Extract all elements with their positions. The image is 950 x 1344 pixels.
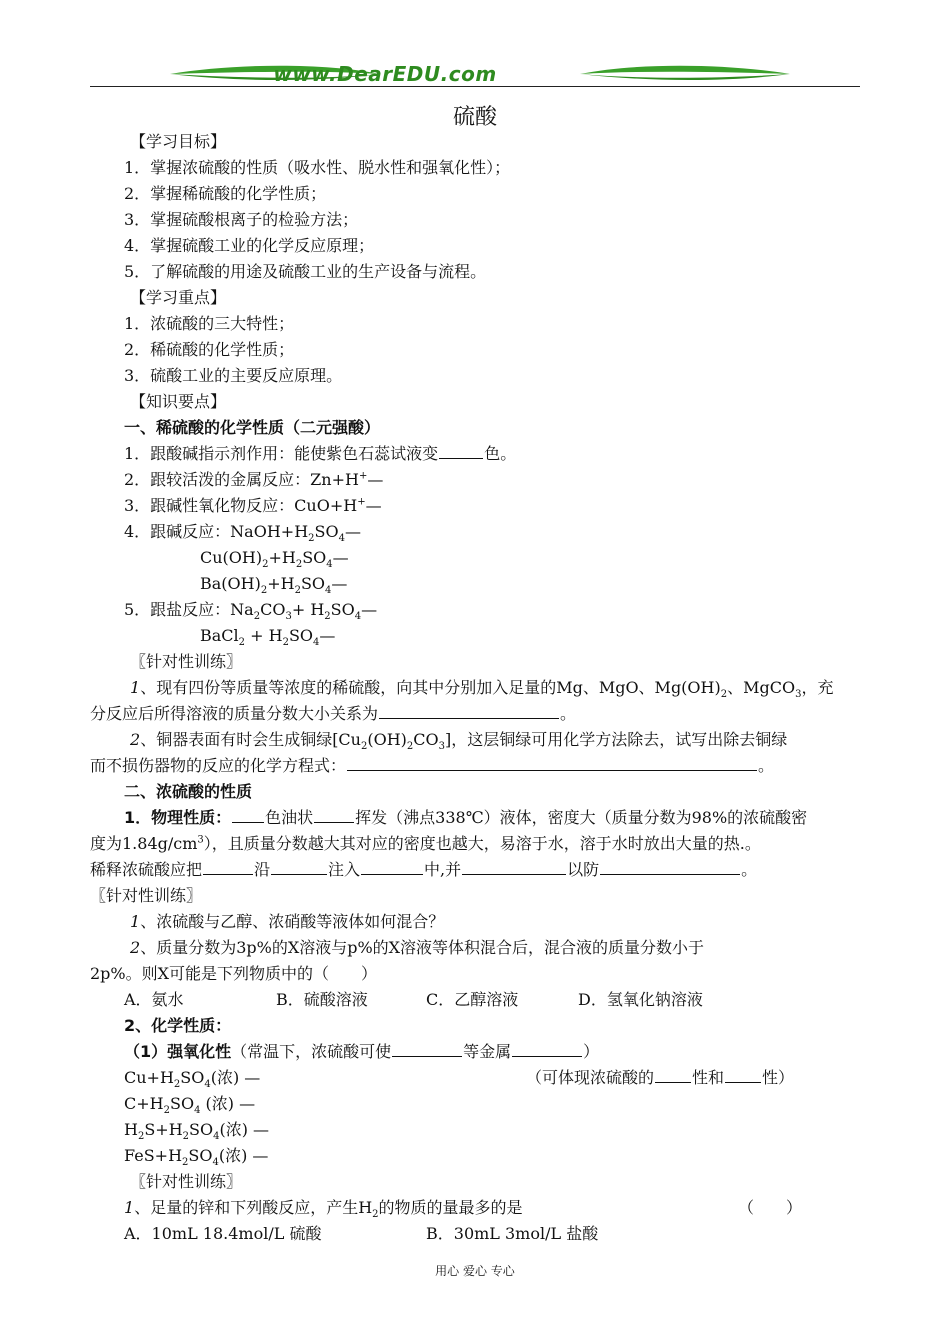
training2-q1 (130, 912, 444, 932)
question-text: 的物质的量最多的是 (378, 1198, 523, 1217)
p1-item2 (124, 470, 383, 490)
p1-item1-tail: 色。 (484, 444, 517, 463)
text: （常温下，浓硫酸可使 (231, 1042, 392, 1061)
formula-part: (浓) — (219, 1120, 270, 1139)
subscript: 2 (173, 1079, 181, 1091)
oxidation-line (124, 1042, 599, 1062)
physical-properties-line1 (124, 808, 807, 828)
training3-q1 (124, 1198, 523, 1221)
formula-part: SO (288, 626, 314, 645)
formula-part: SO (169, 1094, 195, 1113)
fill-blank[interactable] (655, 1068, 691, 1083)
training-q2-line2: 而不损伤器物的反应的化学方程式： 。 (90, 756, 775, 775)
plus: + (267, 574, 281, 593)
text: ） (583, 1042, 600, 1061)
subscript: 4 (194, 1105, 201, 1117)
reaction-fes (124, 1146, 269, 1169)
subscript: 2 (360, 741, 368, 753)
formula-part: SO (180, 1068, 205, 1087)
reaction-c (124, 1094, 256, 1117)
p1-item5-text: 5．跟盐反应：Na (124, 600, 254, 619)
training2-q2-line2: 2p%。则X可能是下列物质中的（ ） (90, 964, 378, 983)
subscript: 4 (213, 1131, 220, 1143)
option-c[interactable]: C．乙醇溶液 (426, 990, 519, 1009)
goal-item: 5．了解硫酸的用途及硫酸工业的生产设备与流程。 (124, 262, 487, 281)
formula-part: H (124, 1120, 138, 1139)
dash: — (332, 548, 349, 567)
subscript: 3 (285, 611, 292, 623)
subscript: 4 (338, 533, 345, 545)
dash: — (361, 600, 378, 619)
header-divider (90, 86, 860, 87)
training-heading: 〖针对性训练〗 (130, 1172, 243, 1191)
page-footer: 用心 爱心 专心 (435, 1264, 515, 1278)
question-text: 、浓硫酸与乙醇、浓硝酸等液体如何混合？ (140, 912, 445, 931)
formula-part: SO (300, 574, 326, 593)
reaction-h2s (124, 1120, 270, 1143)
subscript: 4 (354, 611, 362, 623)
p1-item5: 5．跟盐反应：$Na_2CO_3+$ $H_2SO_4—$ (124, 600, 378, 623)
fill-blank[interactable] (512, 1042, 582, 1057)
text: 等金属 (463, 1042, 512, 1061)
part2-heading: 二、浓硫酸的性质 (124, 782, 253, 801)
goal-item: 3．掌握硫酸根离子的检验方法； (124, 210, 359, 229)
fill-blank[interactable] (314, 808, 354, 823)
p1-item1-text: 1．跟酸碱指示剂作用：能使紫色石蕊试液变 (124, 444, 439, 463)
formula-part: SO (189, 1120, 214, 1139)
fill-blank[interactable] (725, 1068, 761, 1083)
goals-heading: 【学习目标】 (130, 132, 227, 151)
question-text: ，充 (801, 678, 834, 697)
text: 以防 (567, 860, 600, 879)
formula-part: H (280, 574, 295, 593)
option-b[interactable]: B．硫酸溶液 (276, 990, 368, 1009)
formula-part: Cu(OH) (200, 548, 263, 567)
fill-blank[interactable] (361, 860, 423, 875)
answer-blank[interactable] (347, 756, 757, 771)
option-b[interactable]: B．30mL 3mol/L 盐酸 (426, 1224, 599, 1243)
formula-part: Cu+H (124, 1068, 174, 1087)
option-d[interactable]: D．氢氧化钠溶液 (578, 990, 703, 1009)
subscript: 4 (325, 585, 332, 597)
question-number: 2 (130, 938, 141, 957)
formula-part: S+H (144, 1120, 183, 1139)
text: 色油状 (265, 808, 314, 827)
subscript: 4 (313, 637, 320, 649)
formula-part: (浓) — (200, 1094, 256, 1113)
fill-blank[interactable] (232, 808, 264, 823)
fill-blank[interactable] (392, 1042, 462, 1057)
p1-item4b (200, 548, 349, 571)
training-heading: 〖针对性训练〗 (130, 652, 243, 671)
question-number: 2 (130, 730, 141, 749)
text: 性和 (692, 1068, 725, 1087)
fill-blank[interactable] (271, 860, 327, 875)
dash: — (367, 470, 384, 489)
p1-item5b: BaCl$_2$ + $H_2SO_4—$ (200, 626, 336, 649)
question-text: (OH) (367, 730, 407, 749)
p1-item3 (124, 496, 382, 516)
fill-blank[interactable] (203, 860, 253, 875)
subscript: 2 (137, 1131, 145, 1143)
focus-item: 1．浓硫酸的三大特性； (124, 314, 295, 333)
p1-item4-text: 4．跟碱反应：NaOH+H (124, 522, 309, 541)
physical-properties-line2 (90, 834, 761, 854)
text: 稀释浓硫酸应把 (90, 860, 203, 879)
training-heading: 〖针对性训练〗 (90, 886, 203, 905)
subscript: 2 (238, 637, 246, 649)
question-text: ]，这层铜绿可用化学方法除去，试写出除去铜绿 (445, 730, 788, 749)
superscript: 3 (197, 834, 204, 846)
page-title: 硫酸 (452, 105, 497, 130)
dash: — (331, 574, 348, 593)
subscript: 2 (720, 689, 728, 701)
physical-properties-line3: 稀释浓硫酸应把 沿 注入 中,并 以防 。 (90, 860, 758, 879)
training2-q2-line1 (130, 938, 704, 958)
reaction-cu-note (526, 1068, 794, 1088)
question-text: 、铜器表面有时会生成铜绿[Cu (140, 730, 361, 749)
reaction-cu (124, 1068, 261, 1091)
question-number: 1 (130, 912, 141, 931)
question-text: 、质量分数为3p%的X溶液与p%的X溶液等体积混合后，混合液的质量分数小于 (140, 938, 705, 957)
fill-blank[interactable] (462, 860, 566, 875)
option-a[interactable]: A．氨水 (124, 990, 184, 1009)
subscript: 2 (260, 585, 268, 597)
answer-bracket[interactable]: （ ） (738, 1198, 803, 1217)
formula-part: (浓) — (218, 1146, 269, 1165)
question-text: 而不损伤器物的反应的化学方程式： (90, 756, 347, 775)
focus-item: 2．稀硫酸的化学性质； (124, 340, 295, 359)
subscript: 2 (324, 611, 331, 623)
p1-item2-text: 2．跟较活泼的金属反应：Zn+H (124, 470, 359, 489)
dash: — (344, 522, 361, 541)
dash: — (365, 496, 382, 515)
formula-part: H (281, 548, 296, 567)
formula-part: SO (330, 600, 355, 619)
training-q2-line1 (130, 730, 788, 753)
text: 中,并 (424, 860, 462, 879)
subscript: 2 (182, 1131, 190, 1143)
subscript: 4 (204, 1079, 211, 1091)
formula-part: SO (302, 548, 327, 567)
goal-item: 1．掌握浓硫酸的性质（吸水性、脱水性和强氧化性）； (124, 158, 511, 177)
fill-blank[interactable] (600, 860, 740, 875)
text: ），且质量分数越大其对应的密度也越大，易溶于水，溶于水时放出大量的热.。 (203, 834, 761, 853)
training-q1-line1 (130, 678, 834, 701)
goal-item: 2．掌握稀硫酸的化学性质； (124, 184, 327, 203)
question-number: 1 (130, 678, 141, 697)
focus-heading: 【学习重点】 (130, 288, 227, 307)
p1-item1 (124, 444, 516, 464)
formula-part: Ba(OH) (200, 574, 261, 593)
focus-item: 3．硫酸工业的主要反应原理。 (124, 366, 343, 385)
p1-item3-text: 3．跟碱性氧化物反应：CuO+H (124, 496, 358, 515)
question-text: CO (413, 730, 439, 749)
formula-part: SO (314, 522, 339, 541)
subscript: 2 (308, 533, 315, 545)
question-text: 分反应后所得溶液的质量分数大小关系为 (90, 704, 379, 723)
subscript: 2 (406, 741, 414, 753)
subscript: 2 (253, 611, 261, 623)
physical-properties-label: 1．物理性质： (124, 808, 232, 827)
formula-part: SO (188, 1146, 213, 1165)
formula-part: H (310, 600, 325, 619)
superscript: + (357, 496, 366, 508)
oxidation-label: （1）强氧化性 (124, 1042, 232, 1061)
question-number: 1 (124, 1198, 135, 1217)
answer-blank[interactable] (379, 704, 559, 719)
subscript: 2 (262, 559, 269, 571)
text: （可体现浓硫酸的 (526, 1068, 655, 1087)
subscript: 4 (212, 1157, 219, 1169)
formula-part: H (268, 626, 283, 645)
formula-part: FeS+H (124, 1146, 183, 1165)
subscript: 3 (795, 689, 802, 701)
plus: + (268, 548, 282, 567)
goal-item: 4．掌握硫酸工业的化学反应原理； (124, 236, 375, 255)
p1-item4c (200, 574, 348, 597)
subscript: 2 (163, 1105, 170, 1117)
subscript: 2 (182, 1157, 189, 1169)
training-q1-line2: 分反应后所得溶液的质量分数大小关系为 。 (90, 704, 577, 723)
option-a[interactable]: A．10mL 18.4mol/L 硫酸 (124, 1224, 322, 1243)
text: 性） (762, 1068, 795, 1087)
formula-part: (浓) — (210, 1068, 261, 1087)
subscript: 2 (294, 585, 301, 597)
knowledge-heading: 【知识要点】 (130, 392, 227, 411)
dash: — (319, 626, 336, 645)
subscript: 2 (372, 1209, 379, 1221)
question-text: 、MgCO (727, 678, 796, 697)
part1-heading: 一、稀硫酸的化学性质（二元强酸） (124, 418, 381, 437)
formula-part: BaCl (200, 626, 239, 645)
formula-part: C+H (124, 1094, 164, 1113)
subscript: 4 (326, 559, 333, 571)
subscript: 2 (295, 559, 303, 571)
p1-item4 (124, 522, 361, 545)
text: 度为1.84g/cm (90, 834, 198, 853)
question-text: 、足量的锌和下列酸反应，产生H (134, 1198, 373, 1217)
subscript: 3 (438, 741, 446, 753)
superscript: + (358, 470, 368, 482)
site-logo-text: www.DearEDU.com (273, 62, 497, 86)
fill-blank[interactable] (439, 444, 483, 459)
text: 注入 (328, 860, 361, 879)
subscript: 2 (282, 637, 289, 649)
question-text: 、现有四份等质量等浓度的稀硫酸，向其中分别加入足量的Mg、MgO、Mg(OH) (140, 678, 721, 697)
text: 沿 (254, 860, 271, 879)
text: 挥发（沸点338℃）液体，密度大（质量分数为98%的浓硫酸密 (355, 808, 808, 827)
chemical-properties-heading: 2、化学性质： (124, 1016, 232, 1035)
